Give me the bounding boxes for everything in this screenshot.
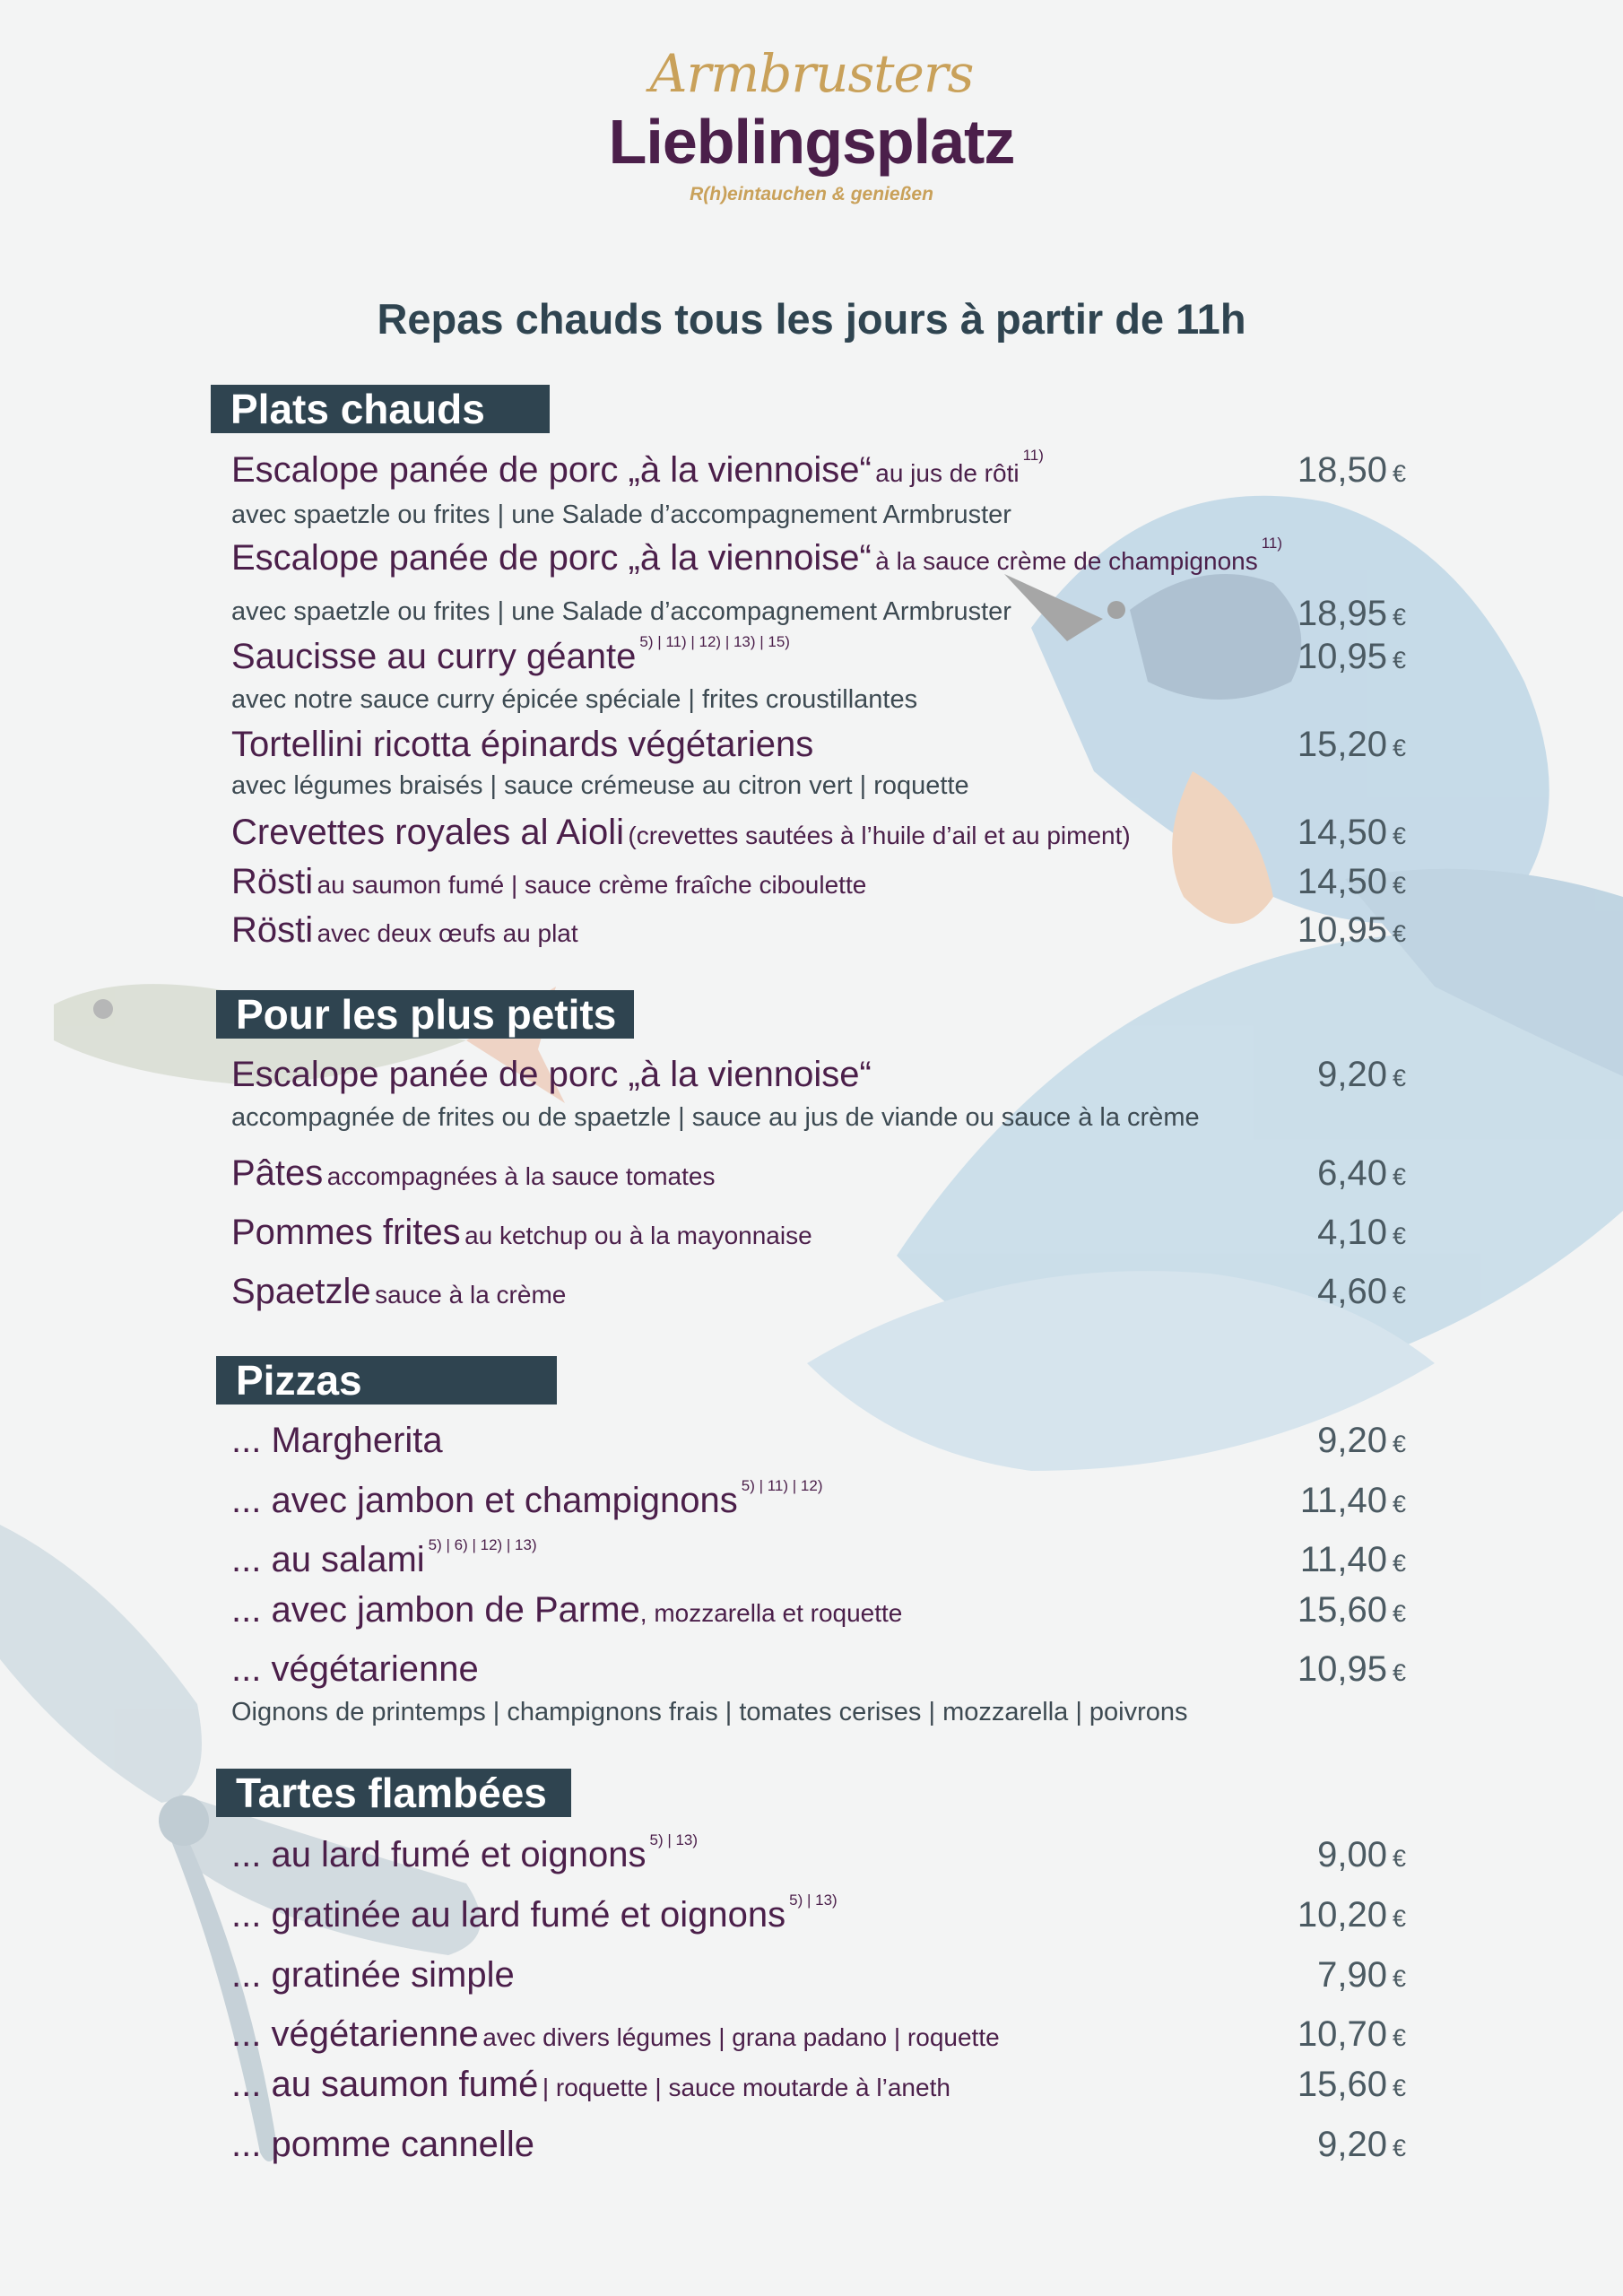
item-detail: au ketchup ou à la mayonnaise — [464, 1222, 812, 1249]
item-price: 9,00 — [1317, 1835, 1387, 1874]
allergen-codes: 5) | 6) | 12) | 13) — [428, 1536, 537, 1553]
item-price: 4,10 — [1317, 1213, 1387, 1252]
item-description: avec notre sauce curry épicée spéciale | frites croustillantes — [231, 685, 918, 714]
currency: € — [1392, 1550, 1406, 1577]
item-description: accompagnée de frites ou de spaetzle | sauce au jus de viande ou sauce à la crème — [231, 1103, 1200, 1132]
item-price: 6,40 — [1317, 1153, 1387, 1193]
item-price: 11,40 — [1299, 1481, 1387, 1520]
currency: € — [1392, 2024, 1406, 2051]
item-detail: accompagnées à la sauce tomates — [326, 1162, 716, 1190]
currency: € — [1392, 460, 1406, 487]
item-price: 18,50 — [1297, 450, 1387, 490]
currency: € — [1392, 1905, 1406, 1932]
allergen-codes: 11) — [1022, 447, 1044, 464]
item-name: ... végétarienne — [231, 1649, 479, 1689]
item-price: 14,50 — [1297, 813, 1387, 852]
item-name: ... gratinée simple — [231, 1955, 515, 1995]
item-detail: | roquette | sauce moutarde à l’aneth — [542, 2074, 950, 2101]
item-name: ... Margherita — [231, 1421, 443, 1460]
item-detail: , mozzarella et roquette — [639, 1599, 903, 1627]
item-name: Rösti — [231, 862, 314, 901]
currency: € — [1392, 2135, 1406, 2161]
logo-tagline: R(h)eintauchen & genießen — [690, 184, 933, 204]
item-detail: avec divers légumes | grana padano | roquette — [482, 2023, 1000, 2051]
item-name: ... gratinée au lard fumé et oignons — [231, 1895, 786, 1935]
item-price: 9,20 — [1317, 1421, 1387, 1460]
logo-brand-name: Lieblingsplatz — [608, 107, 1015, 177]
allergen-codes: 5) | 13) — [789, 1892, 838, 1909]
section-title-pizzas: Pizzas — [216, 1356, 557, 1405]
currency: € — [1392, 1600, 1406, 1627]
item-description: Oignons de printemps | champignons frais | tomates cerises | mozzarella | poivrons — [231, 1698, 1188, 1726]
page-headline: Repas chauds tous les jours à partir de 11h — [377, 295, 1246, 343]
currency: € — [1392, 604, 1406, 631]
item-price: 15,60 — [1297, 2065, 1387, 2104]
item-name: Tortellini ricotta épinards végétariens — [231, 725, 814, 764]
allergen-codes: 11) — [1261, 535, 1283, 552]
currency: € — [1392, 872, 1406, 899]
currency: € — [1392, 920, 1406, 947]
item-price: 10,95 — [1297, 910, 1387, 950]
item-price: 18,95 — [1297, 594, 1387, 633]
item-price: 9,20 — [1317, 2125, 1387, 2164]
item-detail: sauce à la crème — [375, 1281, 567, 1309]
item-name: Saucisse au curry géante — [231, 637, 637, 676]
item-price: 15,20 — [1297, 725, 1387, 764]
item-price: 9,20 — [1317, 1055, 1387, 1094]
currency: € — [1392, 1845, 1406, 1872]
currency: € — [1392, 1065, 1406, 1091]
currency: € — [1392, 1659, 1406, 1686]
item-detail: (crevettes sautées à l’huile d’ail et au piment) — [628, 822, 1131, 849]
section-title-tartes-flambees: Tartes flambées — [216, 1769, 571, 1817]
item-name: ... avec jambon et champignons — [231, 1481, 738, 1520]
item-price: 10,70 — [1297, 2014, 1387, 2054]
item-name: ... pomme cannelle — [231, 2125, 534, 2164]
logo-brand-top: Armbrusters — [649, 43, 974, 104]
item-name: Pommes frites — [231, 1213, 461, 1252]
currency: € — [1392, 1163, 1406, 1190]
section-title-plats-chauds: Plats chauds — [211, 385, 550, 433]
allergen-codes: 5) | 11) | 12) | 13) | 15) — [639, 633, 790, 650]
currency: € — [1392, 1282, 1406, 1309]
item-name: Escalope panée de porc „à la viennoise“ — [231, 538, 872, 578]
item-name: Escalope panée de porc „à la viennoise“ — [231, 450, 872, 490]
item-name: ... avec jambon de Parme — [231, 1590, 640, 1630]
item-name: ... végétarienne — [231, 2014, 479, 2054]
item-name: ... au salami — [231, 1540, 425, 1579]
currency: € — [1392, 1491, 1406, 1518]
item-name: ... au saumon fumé — [231, 2065, 539, 2104]
currency: € — [1392, 1965, 1406, 1992]
item-price: 10,95 — [1297, 1649, 1387, 1689]
currency: € — [1392, 822, 1406, 849]
currency: € — [1392, 735, 1406, 761]
item-name: Crevettes royales al Aioli — [231, 813, 624, 852]
item-price: 15,60 — [1297, 1590, 1387, 1630]
item-detail: au jus de rôti — [875, 459, 1020, 487]
item-price: 10,95 — [1297, 637, 1387, 676]
allergen-codes: 5) | 13) — [649, 1831, 699, 1848]
item-price: 7,90 — [1317, 1955, 1387, 1995]
currency: € — [1392, 1431, 1406, 1457]
currency: € — [1392, 2074, 1406, 2101]
currency: € — [1392, 647, 1406, 674]
item-description: avec spaetzle ou frites | une Salade d’accompagnement Armbruster — [231, 597, 1011, 626]
item-description: avec légumes braisés | sauce crémeuse au citron vert | roquette — [231, 771, 969, 800]
item-description: avec spaetzle ou frites | une Salade d’accompagnement Armbruster — [231, 500, 1011, 529]
currency: € — [1392, 1222, 1406, 1249]
item-detail: au saumon fumé | sauce crème fraîche ciboulette — [317, 871, 867, 899]
item-name: Pâtes — [231, 1153, 324, 1193]
item-detail: à la sauce crème de champignons — [875, 547, 1258, 575]
section-title-pour-les-plus-petits: Pour les plus petits — [216, 990, 634, 1039]
item-price: 11,40 — [1299, 1540, 1387, 1579]
item-price: 4,60 — [1317, 1272, 1387, 1311]
item-name: ... au lard fumé et oignons — [231, 1835, 647, 1874]
item-name: Rösti — [231, 910, 314, 950]
item-name: Spaetzle — [231, 1272, 371, 1311]
item-detail: avec deux œufs au plat — [317, 919, 578, 947]
item-price: 14,50 — [1297, 862, 1387, 901]
item-name: Escalope panée de porc „à la viennoise“ — [231, 1055, 872, 1094]
item-price: 10,20 — [1297, 1895, 1387, 1935]
allergen-codes: 5) | 11) | 12) — [741, 1477, 823, 1494]
